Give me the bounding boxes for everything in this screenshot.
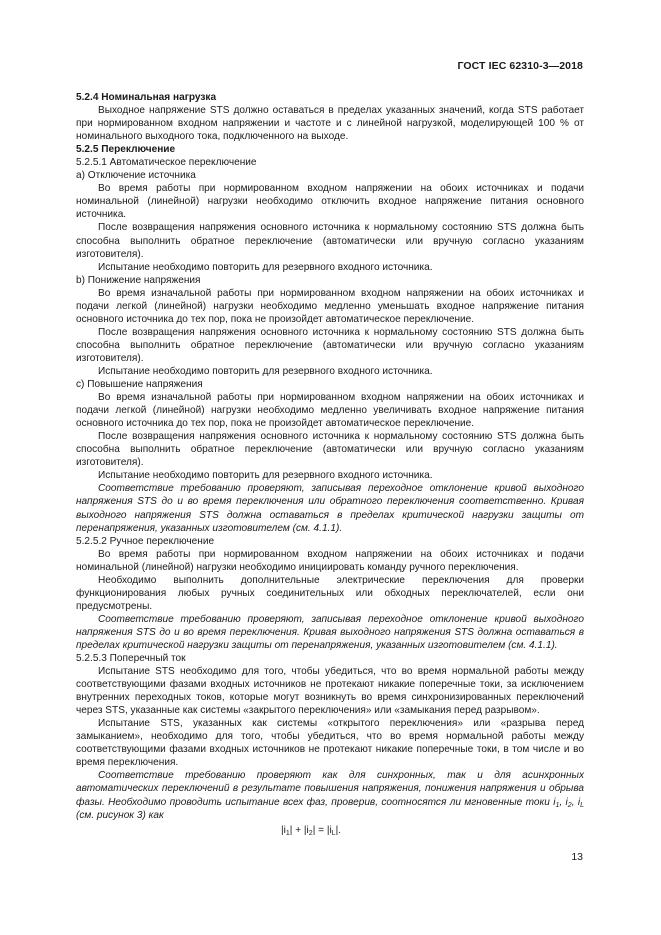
section-5-2-5-1-title: 5.2.5.1 Автоматическое переключение	[76, 157, 257, 169]
compliance-text: Соответствие требованию проверяют как для синхронных, так и для асинхронных автоматических переключений в результате повышения напряжения, понижения напряжения и обрыва фазы. Необходимо проводить испытание всех фаз, проверив, соотносятся ли мгновенные токи	[76, 770, 584, 808]
paragraph: После возвращения напряжения основного источника к нормальному состоянию STS должна быть способна выполнить обратное переключение (автоматически или вручную согласно указаниям изготовителя).	[76, 431, 584, 469]
compliance-tail: (см. рисунок 3) как	[76, 809, 164, 821]
page-number: 13	[571, 851, 583, 863]
section-5-2-4-title: 5.2.4 Номинальная нагрузка	[76, 92, 217, 103]
section-5-2-5-title: 5.2.5 Переключение	[76, 144, 176, 156]
document-code-header: ГОСТ IEC 62310-3—2018	[457, 60, 583, 72]
compliance-note: Соответствие требованию проверяют, записывая переходное отклонение кривой выходного напряжения STS до и во время переключения или обратного переключения соответственно. Кривая выходного напряжения STS должна оставаться в пределах критической нагрузки защиты от перенапряжения, указанных изготовителем (см. 4.1.1).	[76, 483, 584, 534]
paragraph: Испытание необходимо повторить для резервного входного источника.	[98, 365, 433, 377]
current-iL: $i_L$	[577, 796, 585, 809]
item-a-title: a) Отключение источника	[76, 170, 196, 182]
item-c-title: c) Повышение напряжения	[76, 379, 203, 391]
paragraph: Выходное напряжение STS должно оставаться в пределах указанных значений, когда STS работает при нормированном входном напряжении и частоте и с линейной нагрузкой, моделирующей 100 % от номинального выходного тока, подключенного на выходе.	[76, 105, 584, 143]
item-b-title: b) Понижение напряжения	[76, 274, 201, 286]
paragraph: Испытание STS необходимо для того, чтобы убедиться, что во время нормальной работы между соответствующими фазами входных источников не протекают никакие поперечные токи, за исключением внутренних переходных токов, которые могут возникнуть во время синхронизированных переключений через STS, указанные как системы «закрытого переключения» или «замыкания перед разрывом».	[76, 666, 584, 717]
section-5-2-5-2-title: 5.2.5.2 Ручное переключение	[76, 535, 215, 547]
current-formula: $|i_1| + |i_2| = |i_L|$.	[281, 825, 342, 837]
current-i2: $i_2$	[565, 796, 572, 809]
paragraph: После возвращения напряжения основного источника к нормальному состоянию STS должна быть способна выполнить обратное переключение (автоматически или вручную согласно указаниям изготовителя).	[76, 326, 584, 364]
compliance-note: Соответствие требованию проверяют как для синхронных, так и для асинхронных автоматических переключений в результате повышения напряжения, понижения напряжения и обрыва фазы. Необходимо проводить испытание всех фаз, проверив, соотносятся ли мгновенные токи $i_1$, $i_2$, $i_L$ (см. рисунок 3) как	[76, 770, 585, 821]
paragraph: После возвращения напряжения основного источника к нормальному состоянию STS должна быть способна выполнить обратное переключение (автоматически или вручную согласно указаниям изготовителя).	[76, 222, 584, 260]
paragraph: Во время изначальной работы при нормированном входном напряжении на обоих источниках и подачи легкой (линейной) нагрузки необходимо медленно уменьшать входное напряжение питания основного источника до тех пор, пока не произойдет автоматическое переключение.	[76, 287, 584, 325]
section-5-2-5-3-title: 5.2.5.3 Поперечный ток	[76, 653, 186, 665]
paragraph: Испытание необходимо повторить для резервного входного источника.	[98, 470, 433, 482]
paragraph: Испытание необходимо повторить для резервного входного источника.	[98, 261, 433, 273]
paragraph: Испытание STS, указанных как системы «открытого переключения» или «разрыва перед замыканием», необходимо для того, чтобы убедиться, что во время нормальной работы между соответствующими фазами входных источников не протекают никакие поперечные токи, в том числе и во время переключения.	[76, 718, 584, 769]
paragraph: Во время работы при нормированном входном напряжении на обоих источниках и подачи номинальной (линейной) нагрузки необходимо инициировать команду ручного переключения.	[76, 548, 584, 573]
compliance-note: Соответствие требованию проверяют, записывая переходное отклонение кривой выходного напряжения STS до и во время переключения. Кривая выходного напряжения STS должна оставаться в пределах критической нагрузки защиты от перенапряжения, указанных изготовителем (см. 4.1.1).	[76, 613, 584, 651]
document-body	[76, 91, 584, 822]
current-i1: $i_1$	[553, 796, 560, 809]
paragraph: Во время изначальной работы при нормированном входном напряжении на обоих источниках и подачи легкой (линейной) нагрузки необходимо медленно увеличивать входное напряжение питания основного источника до тех пор, пока не произойдет автоматическое переключение.	[76, 392, 584, 430]
paragraph: Необходимо выполнить дополнительные электрические переключения для проверки функционирования любых ручных соединительных или обходных переключателей, если они предусмотрены.	[76, 574, 584, 612]
paragraph: Во время работы при нормированном входном напряжении на обоих источниках и подачи номинальной (линейной) нагрузки необходимо отключить входное напряжение питания основного источника.	[76, 183, 584, 221]
